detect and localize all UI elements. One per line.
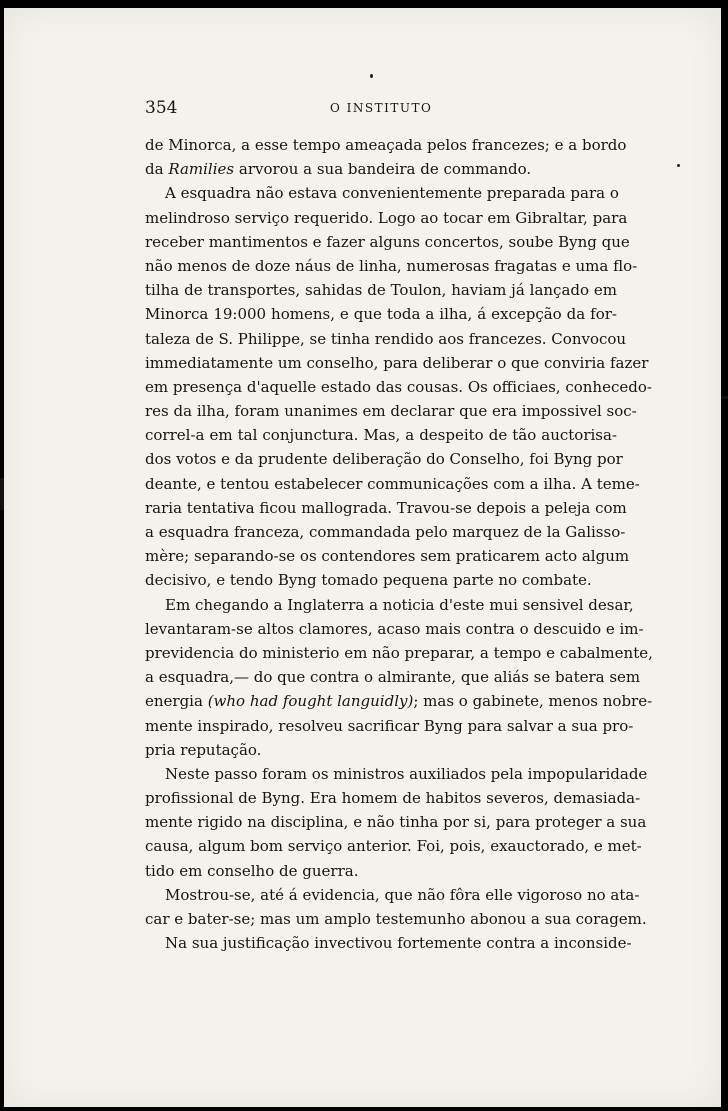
- text-line: em presença d'aquelle estado das cousas. Os officiaes, conhecedo-: [145, 377, 652, 396]
- text-line: A esquadra não estava convenientemente preparada para o: [165, 184, 619, 203]
- text-run: ; mas o gabinete, menos nobre-: [413, 692, 653, 711]
- text-line: Mostrou-se, até á evidencia, que não fôra elle vigoroso no ata-: [165, 885, 640, 904]
- text-line: de Minorca, a esse tempo ameaçada pelos francezes; e a bordo: [145, 136, 627, 154]
- book-page: [4, 8, 721, 1107]
- body-text: [145, 133, 653, 955]
- text-line: mente inspirado, resolveu sacrificar Byng para salvar a sua pro-: [145, 716, 634, 735]
- text-line: a esquadra,— do que contra o almirante, que aliás se batera sem: [145, 668, 641, 687]
- text-run: da: [145, 160, 169, 179]
- page-number: 354: [145, 98, 178, 118]
- text-line: deante, e tentou estabelecer communicações com a ilha. A teme-: [145, 474, 640, 493]
- text-line: Em chegando a Inglaterra a noticia d'este mui sensivel desar,: [165, 595, 634, 614]
- text-line: [145, 157, 617, 181]
- text-line: a esquadra franceza, commandada pelo marquez de la Galisso-: [145, 523, 626, 541]
- text-line: tido em conselho de guerra.: [145, 861, 359, 880]
- text-line: Na sua justificação invectivou fortemente contra a inconside-: [165, 934, 632, 953]
- text-line: tilha de transportes, sahidas de Toulon, haviam já lançado em: [145, 281, 617, 300]
- text-line: previdencia do ministerio em não preparar, a tempo e cabalmente,: [145, 643, 653, 662]
- text-line: taleza de S. Philippe, se tinha rendido aos francezes. Convocou: [145, 329, 627, 348]
- text-line: [145, 689, 653, 713]
- ink-speck: [370, 74, 373, 78]
- text-line: mente rigido na disciplina, e não tinha por si, para proteger a sua: [145, 813, 647, 832]
- text-line: raria tentativa ficou mallograda. Travou-se depois a peleja com: [145, 498, 627, 517]
- text-line: melindroso serviço requerido. Logo ao tocar em Gibraltar, para: [145, 208, 628, 227]
- scan-edge-mark: [721, 396, 728, 399]
- scan-edge-mark: [0, 478, 4, 510]
- text-line: Neste passo foram os ministros auxiliados pela impopularidade: [165, 764, 648, 783]
- ink-speck: [677, 164, 680, 167]
- text-line: car e bater-se; mas um amplo testemunho abonou a sua coragem.: [145, 910, 647, 928]
- text-line: não menos de doze náus de linha, numerosas fragatas e uma flo-: [145, 256, 638, 275]
- text-line: levantaram-se altos clamores, acaso mais contra o descuido e im-: [145, 619, 644, 638]
- text-line: res da ilha, foram unanimes em declarar que era impossivel soc-: [145, 402, 637, 421]
- text-line: correl-a em tal conjunctura. Mas, a despeito de tão auctorisa-: [145, 426, 617, 445]
- text-line: pria reputação.: [145, 740, 262, 759]
- running-title: O INSTITUTO: [330, 101, 433, 115]
- text-line: decisivo, e tendo Byng tomado pequena parte no combate.: [145, 571, 592, 590]
- text-line: causa, algum bom serviço anterior. Foi, pois, exauctorado, e met-: [145, 837, 642, 856]
- text-line: immediatamente um conselho, para deliberar o que conviria fazer: [145, 353, 649, 372]
- text-line: mère; separando-se os contendores sem praticarem acto algum: [145, 547, 630, 566]
- text-line: profissional de Byng. Era homem de habitos severos, demasiada-: [145, 789, 641, 808]
- text-line: dos votos e da prudente deliberação do Conselho, foi Byng por: [145, 450, 623, 469]
- italic-phrase: Ramilies: [168, 160, 235, 179]
- text-line: Minorca 19:000 homens, e que toda a ilha, á excepção da for-: [145, 305, 617, 324]
- italic-phrase: (who had fought languidly): [207, 692, 414, 711]
- page-header: [145, 98, 615, 120]
- text-line: receber mantimentos e fazer alguns concertos, soube Byng que: [145, 232, 630, 251]
- text-run: arvorou a sua bandeira de commando.: [234, 160, 532, 179]
- text-run: energia: [145, 692, 208, 711]
